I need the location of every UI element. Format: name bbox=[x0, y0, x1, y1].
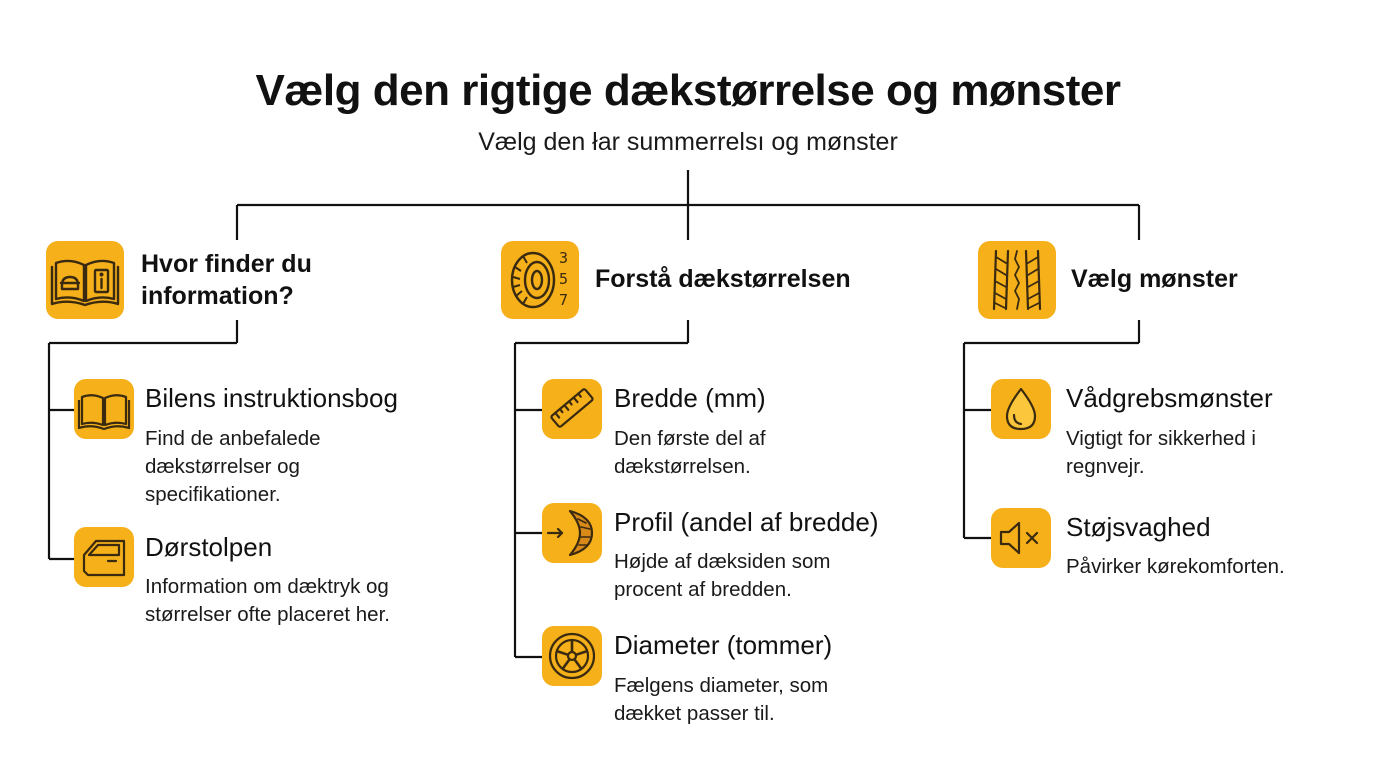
item-title-door-pillar: Dørstolpen bbox=[145, 532, 273, 562]
column-heading-pattern: Vælg mønster bbox=[1071, 265, 1238, 293]
item-desc-diameter: Fælgens diameter, som dækket passer til. bbox=[614, 674, 829, 725]
diagram-subtitle: Vælg den łar summerrelsı og mønster bbox=[478, 128, 898, 156]
wheel-rim-icon bbox=[542, 626, 602, 686]
column-heading-information: Hvor finder du information? bbox=[141, 250, 312, 310]
car-door-icon bbox=[74, 527, 134, 587]
item-title-width: Bredde (mm) bbox=[614, 383, 766, 413]
item-desc-low-noise: Påvirker kørekomforten. bbox=[1066, 555, 1285, 578]
item-title-profile: Profil (andel af bredde) bbox=[614, 507, 879, 537]
water-drop-icon bbox=[991, 379, 1051, 439]
tire-size-digit-1: 3 bbox=[559, 249, 569, 267]
item-desc-instruction-book: Find de anbefalede dækstørrelser og specifikationer. bbox=[145, 427, 321, 506]
tire-size-icon bbox=[501, 241, 579, 319]
item-desc-wet-grip: Vigtigt for sikkerhed i regnvejr. bbox=[1066, 427, 1256, 478]
speaker-mute-icon bbox=[991, 508, 1051, 568]
item-desc-door-pillar: Information om dæktryk og størrelser ofte placeret her. bbox=[145, 575, 390, 626]
item-title-diameter: Diameter (tommer) bbox=[614, 630, 833, 660]
item-title-wet-grip: Vådgrebsmønster bbox=[1066, 383, 1273, 413]
column-heading-tire-size: Forstå dækstørrelsen bbox=[595, 265, 851, 293]
item-desc-profile: Højde af dæksiden som procent af bredden. bbox=[614, 550, 831, 601]
item-title-low-noise: Støjsvaghed bbox=[1066, 512, 1211, 542]
item-title-instruction-book: Bilens instruktionsbog bbox=[145, 383, 398, 413]
diagram-title: Vælg den rigtige dækstørrelse og mønster bbox=[255, 66, 1121, 115]
tread-pattern-icon bbox=[978, 241, 1056, 319]
book-icon bbox=[74, 379, 134, 439]
item-desc-width: Den første del af dækstørrelsen. bbox=[614, 427, 766, 478]
tire-profile-icon bbox=[542, 503, 602, 563]
tire-size-digit-2: 5 bbox=[559, 270, 569, 288]
tire-size-digit-3: 7 bbox=[559, 291, 569, 309]
open-manual-icon bbox=[46, 241, 124, 319]
ruler-icon bbox=[542, 379, 602, 439]
